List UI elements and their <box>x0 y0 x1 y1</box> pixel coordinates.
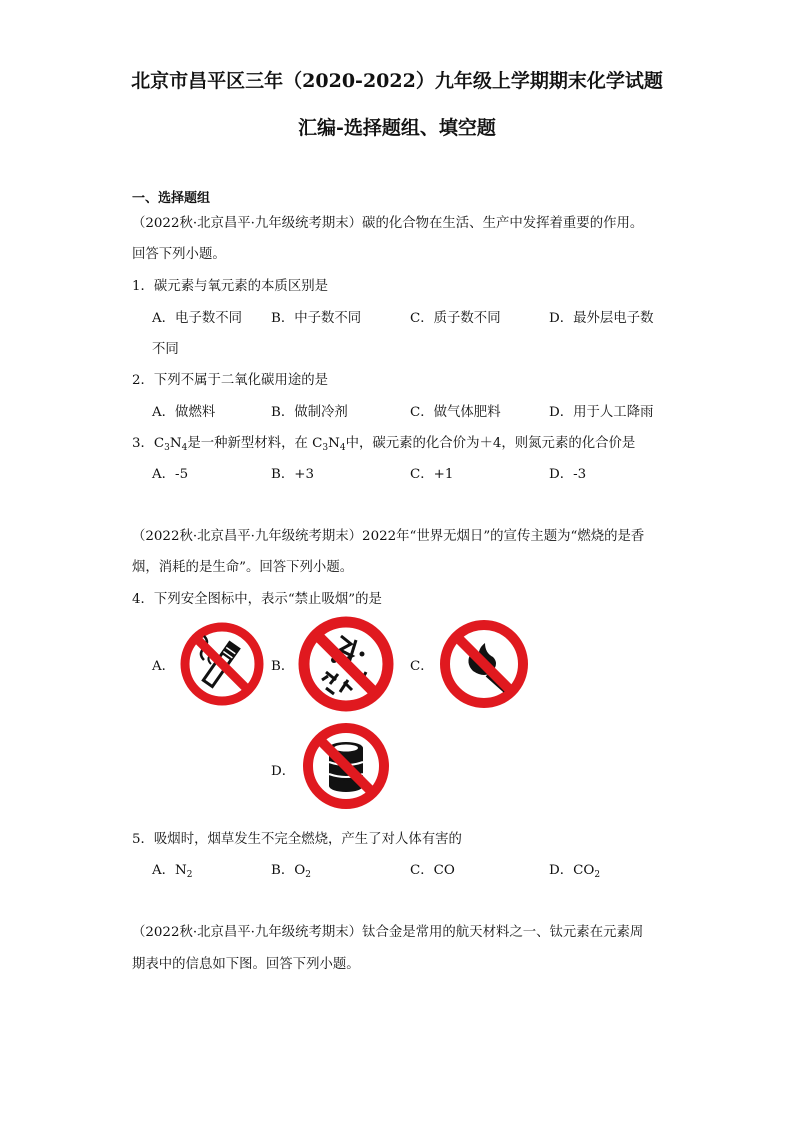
no-barrel-icon <box>300 720 392 812</box>
question-1-option-d-continued: 不同 <box>152 342 179 357</box>
question-3-option-b: B．+3 <box>271 467 314 482</box>
group1-intro-line-1: （2022秋·北京昌平·九年级统考期末）碳的化合物在生活、生产中发挥着重要的作用。 <box>132 216 644 231</box>
no-fire-icon <box>437 617 531 711</box>
question-1-option-c: C．质子数不同 <box>410 311 501 326</box>
question-2-option-a: A．做燃料 <box>152 405 216 420</box>
question-2-stem: 2．下列不属于二氧化碳用途的是 <box>132 373 328 388</box>
question-4-option-d-label: D． <box>271 764 296 779</box>
question-5-option-b: B．$O_2$ <box>271 863 311 880</box>
question-5-option-a: A．$N_2$ <box>152 863 193 880</box>
document-title-line-2: 汇编-选择题组、填空题 <box>298 117 496 139</box>
question-1-option-d: D．最外层电子数 <box>549 311 654 326</box>
question-2-option-d: D．用于人工降雨 <box>549 405 654 420</box>
question-2-option-c: C．做气体肥料 <box>410 405 501 420</box>
question-4-stem: 4．下列安全图标中，表示“禁止吸烟”的是 <box>132 592 382 607</box>
question-5-option-c: C．CO <box>410 863 455 878</box>
group3-intro-line-2: 期表中的信息如下图。回答下列小题。 <box>132 957 360 972</box>
section-heading: 一、选择题组 <box>132 191 211 206</box>
no-smoking-icon <box>178 620 266 708</box>
group2-intro-line-2: 烟，消耗的是生命”。回答下列小题。 <box>132 560 354 575</box>
question-5-stem: 5．吸烟时，烟草发生不完全燃烧，产生了对人体有害的 <box>132 832 462 847</box>
question-4-option-a-label: A． <box>152 659 176 674</box>
question-2-option-b: B．做制冷剂 <box>271 405 348 420</box>
question-3-option-a: A．-5 <box>152 467 189 482</box>
question-1-option-a: A．电子数不同 <box>152 311 243 326</box>
question-4-option-b-label: B． <box>271 659 295 674</box>
group3-intro-line-1: （2022秋·北京昌平·九年级统考期末）钛合金是常用的航天材料之一、钛元素在元素周 <box>132 925 644 940</box>
question-3-option-d: D．-3 <box>549 467 587 482</box>
question-1-stem: 1．碳元素与氧元素的本质区别是 <box>132 279 328 294</box>
question-3-option-c: C．+1 <box>410 467 454 482</box>
no-fireworks-icon <box>296 614 396 714</box>
group1-intro-line-2: 回答下列小题。 <box>132 247 226 262</box>
group2-intro-line-1: （2022秋·北京昌平·九年级统考期末）2022年“世界无烟日”的宣传主题为“燃烧的是香 <box>132 529 645 544</box>
document-title-line-1: 北京市昌平区三年（2020-2022）九年级上学期期末化学试题 <box>131 70 663 92</box>
question-4-option-c-label: C． <box>410 659 434 674</box>
question-5-option-d: D．$CO_2$ <box>549 863 601 880</box>
question-3-stem: 3．$C_3N_4$是一种新型材料，在 $C_3N_4$中，碳元素的化合价为＋4，则氮元素的化合价是 <box>132 436 636 453</box>
question-1-option-b: B．中子数不同 <box>271 311 362 326</box>
